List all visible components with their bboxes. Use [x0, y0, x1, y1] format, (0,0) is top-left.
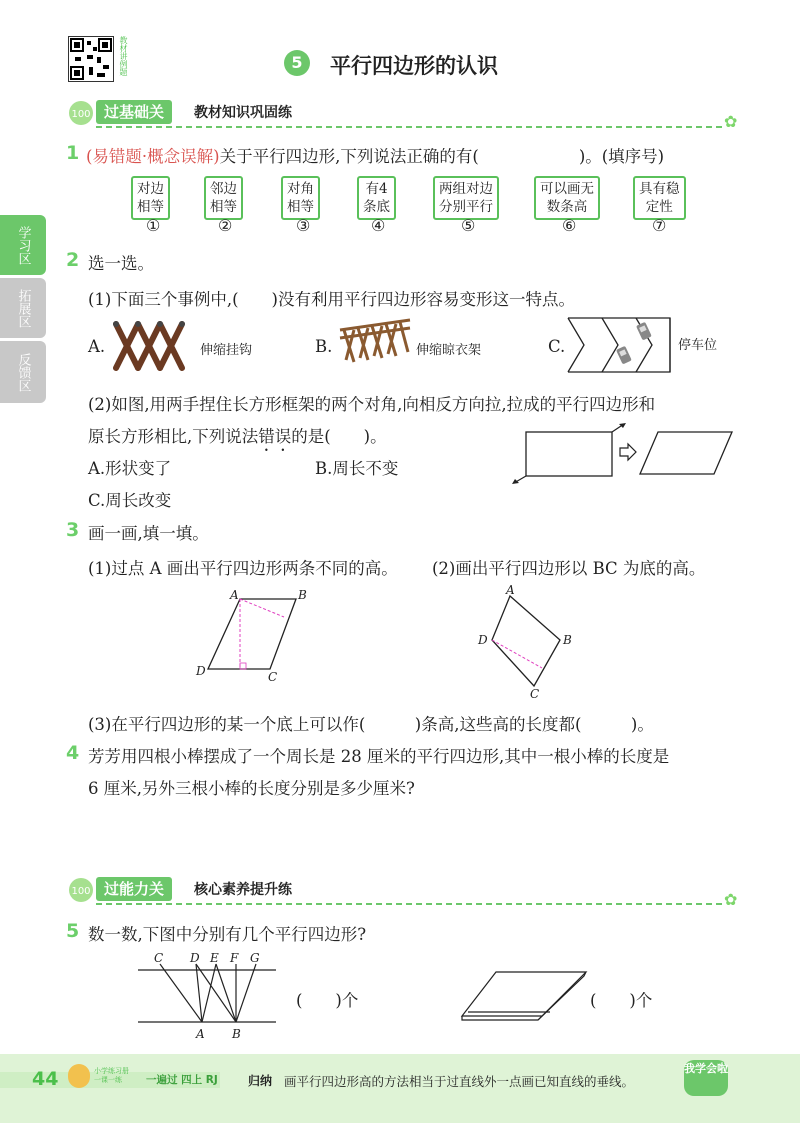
vertex-label: B [298, 588, 307, 602]
vertex-label: C [530, 687, 540, 700]
telescopic-hook-image [108, 318, 198, 374]
question-2-part2-line2: 原长方形相比,下列说法错误的是( )。 [88, 427, 387, 446]
mascot-icon [66, 98, 96, 128]
question-3-part3: (3)在平行四边形的某一个底上可以作( )条高,这些高的长度都( )。 [88, 715, 654, 734]
question-5-text: 数一数,下图中分别有几个平行四边形? [88, 925, 367, 944]
parking-lot-image [566, 316, 676, 374]
question-3-title: 画一画,填一填。 [88, 524, 209, 543]
option-number: ① [146, 216, 161, 235]
option-number: ③ [296, 216, 311, 235]
question-3-part1: (1)过点 A 画出平行四边形两条不同的高。 [88, 559, 398, 578]
grade-label: 一遍过 四上 RJ [146, 1074, 218, 1086]
vertex-label: C [268, 670, 278, 684]
option-b-letter: B. [315, 337, 333, 356]
mascot-icon [66, 875, 96, 905]
qr-code [68, 36, 114, 82]
option-number: ⑥ [562, 216, 577, 235]
option-c-label: 停车位 [678, 338, 718, 353]
section-header-ability [66, 875, 728, 905]
emphasis-text: 错误 [258, 427, 292, 446]
summary-tag: 归纳 [248, 1074, 273, 1088]
star-icon: ✿ [724, 890, 738, 909]
question-4-line2: 6 厘米,另外三根小棒的长度分别是多少厘米? [88, 779, 415, 798]
point-label: A [196, 1027, 205, 1041]
rectangle-to-parallelogram-figure [506, 420, 736, 486]
point-label: F [230, 951, 239, 965]
option-box: 具有稳 定性 [633, 176, 686, 220]
option-number: ④ [371, 216, 386, 235]
vertex-label: A [506, 583, 515, 597]
option-c-letter: C. [548, 337, 566, 356]
option-box: 有4 条底 [357, 176, 396, 220]
learned-badge: 我学会啦 [684, 1060, 728, 1096]
mascot-icon [68, 1064, 90, 1088]
section-header-basic [66, 98, 728, 128]
question-number: 1 [66, 142, 80, 164]
point-label: C [154, 951, 164, 965]
option-a-letter: A. [88, 337, 106, 356]
option-box: 对边 相等 [131, 176, 170, 220]
question-3-part2: (2)画出平行四边形以 BC 为底的高。 [432, 559, 706, 578]
question-tag: (易错题·概念误解) [86, 147, 220, 166]
q2-option-c: C.周长改变 [88, 491, 172, 510]
parallelogram-figure-1 [190, 585, 310, 685]
parallelogram-figure-2 [470, 582, 580, 700]
point-label: D [190, 951, 200, 965]
option-box: 两组对边 分别平行 [433, 176, 499, 220]
point-label: B [232, 1027, 241, 1041]
q2-option-b: B.周长不变 [315, 459, 399, 478]
vertex-label: D [196, 664, 206, 678]
question-number: 5 [66, 920, 80, 942]
section-badge: 过能力关 [96, 877, 172, 901]
page-number: 44 [32, 1068, 59, 1090]
answer-blank-2[interactable]: ( )个 [590, 991, 653, 1010]
point-label: G [250, 951, 260, 965]
page-title: 平行四边形的认识 [330, 54, 498, 78]
page-footer [0, 1054, 800, 1123]
q2-option-a: A.形状变了 [88, 459, 172, 478]
lines-figure [138, 950, 288, 1044]
question-number: 2 [66, 249, 80, 271]
section-subtitle: 教材知识巩固练 [194, 105, 292, 121]
svg-text:100: 100 [71, 109, 91, 120]
option-number: ⑤ [461, 216, 476, 235]
lesson-number-badge: 5 [284, 50, 310, 76]
question-2-part1: (1)下面三个事例中,( )没有利用平行四边形容易变形这一特点。 [88, 290, 575, 309]
svg-text:100: 100 [71, 886, 91, 897]
star-icon: ✿ [724, 112, 738, 131]
vertex-label: A [230, 588, 239, 602]
brand-text: 小学练习册 一课一练 [94, 1067, 129, 1084]
question-2-part2-line1: (2)如图,用两手捏住长方形框架的两个对角,向相反方向拉,拉成的平行四边形和 [88, 395, 656, 414]
clothes-rack-image [336, 318, 414, 366]
side-tab-study[interactable]: 学习区 [0, 215, 46, 275]
question-4-line1: 芳芳用四根小棒摆成了一个周长是 28 厘米的平行四边形,其中一根小棒的长度是 [88, 747, 670, 766]
side-tab-feedback[interactable]: 反馈区 [0, 341, 46, 403]
qr-label: 教材讲例题 [119, 36, 128, 76]
section-badge: 过基础关 [96, 100, 172, 124]
question-2-title: 选一选。 [88, 254, 154, 273]
question-number: 4 [66, 742, 80, 764]
option-box: 对角 相等 [281, 176, 320, 220]
option-box: 邻边 相等 [204, 176, 243, 220]
point-label: E [210, 951, 219, 965]
vertex-label: D [478, 633, 488, 647]
option-a-label: 伸缩挂钩 [200, 343, 253, 358]
question-1-text: (易错题·概念误解)关于平行四边形,下列说法正确的有( )。(填序号) [86, 147, 665, 166]
summary-note: 画平行四边形高的方法相当于过直线外一点画已知直线的垂线。 [284, 1074, 635, 1089]
option-b-label: 伸缩晾衣架 [416, 343, 482, 358]
answer-blank-1[interactable]: ( )个 [296, 991, 359, 1010]
option-number: ⑦ [652, 216, 667, 235]
section-subtitle: 核心素养提升练 [194, 882, 292, 898]
option-number: ② [218, 216, 233, 235]
parallelogram-strips-figure [458, 968, 590, 1024]
vertex-label: B [563, 633, 572, 647]
question-number: 3 [66, 519, 80, 541]
side-tab-extend[interactable]: 拓展区 [0, 278, 46, 338]
option-box: 可以画无 数条高 [534, 176, 600, 220]
